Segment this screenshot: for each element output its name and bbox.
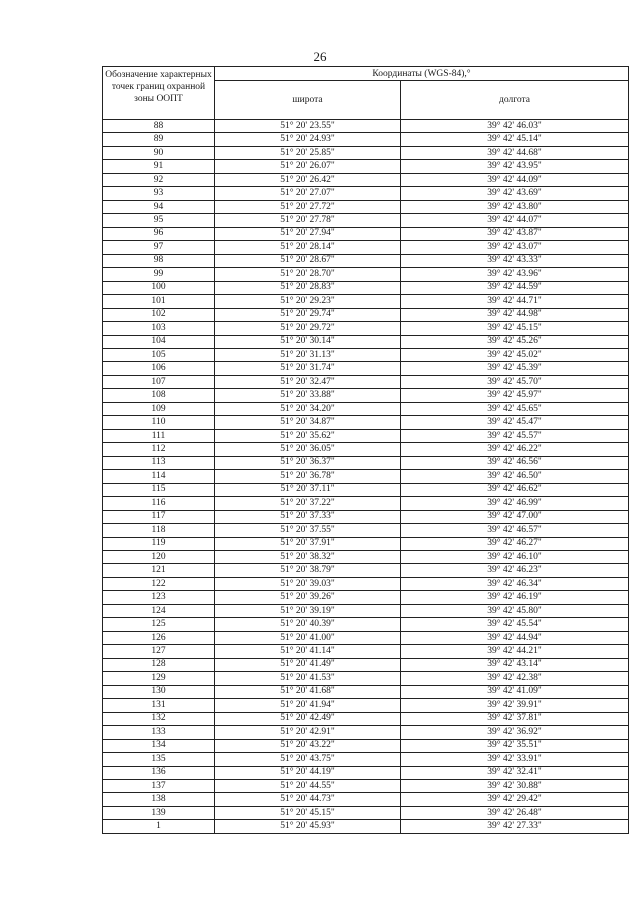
latitude-cell: 51° 20' 39.26": [215, 591, 401, 604]
longitude-cell: 39° 42' 35.51": [401, 739, 629, 752]
longitude-cell: 39° 42' 37.81": [401, 712, 629, 725]
longitude-cell: 39° 42' 46.57": [401, 524, 629, 537]
longitude-cell: 39° 42' 45.97": [401, 389, 629, 402]
longitude-cell: 39° 42' 45.39": [401, 362, 629, 375]
table-row: [103, 672, 629, 685]
table-row: [103, 806, 629, 819]
latitude-cell: 51° 20' 39.19": [215, 604, 401, 617]
table-row: [103, 375, 629, 388]
longitude-cell: 39° 42' 47.00": [401, 510, 629, 523]
latitude-cell: 51° 20' 42.91": [215, 726, 401, 739]
point-cell: 116: [103, 497, 215, 510]
table-row: [103, 214, 629, 227]
longitude-cell: 39° 42' 46.56": [401, 456, 629, 469]
table-row: [103, 497, 629, 510]
latitude-cell: 51° 20' 37.11": [215, 483, 401, 496]
latitude-cell: 51° 20' 41.53": [215, 672, 401, 685]
point-cell: 104: [103, 335, 215, 348]
point-cell: 133: [103, 726, 215, 739]
latitude-cell: 51° 20' 28.14": [215, 241, 401, 254]
table-row: [103, 739, 629, 752]
table-row: [103, 618, 629, 631]
table-row: [103, 402, 629, 415]
table-row: [103, 443, 629, 456]
point-cell: 1: [103, 820, 215, 833]
point-cell: 112: [103, 443, 215, 456]
longitude-cell: 39° 42' 44.94": [401, 631, 629, 644]
latitude-cell: 51° 20' 41.68": [215, 685, 401, 698]
point-cell: 101: [103, 295, 215, 308]
coordinates-header: Координаты (WGS-84),°: [215, 67, 629, 81]
longitude-cell: 39° 42' 29.42": [401, 793, 629, 806]
longitude-cell: 39° 42' 41.09": [401, 685, 629, 698]
table-row: [103, 766, 629, 779]
table-row: [103, 322, 629, 335]
table-body: [103, 120, 629, 834]
point-cell: 91: [103, 160, 215, 173]
longitude-cell: 39° 42' 45.47": [401, 416, 629, 429]
longitude-cell: 39° 42' 46.22": [401, 443, 629, 456]
point-cell: 102: [103, 308, 215, 321]
point-cell: 127: [103, 645, 215, 658]
point-cell: 139: [103, 806, 215, 819]
table-row: [103, 268, 629, 281]
table-row: [103, 537, 629, 550]
point-cell: 115: [103, 483, 215, 496]
point-cell: 137: [103, 779, 215, 792]
longitude-cell: 39° 42' 44.59": [401, 281, 629, 294]
table-row: [103, 146, 629, 159]
longitude-cell: 39° 42' 27.33": [401, 820, 629, 833]
latitude-cell: 51° 20' 23.55": [215, 120, 401, 133]
point-cell: 129: [103, 672, 215, 685]
table-row: [103, 173, 629, 186]
table-row: [103, 470, 629, 483]
latitude-cell: 51° 20' 38.79": [215, 564, 401, 577]
latitude-cell: 51° 20' 32.47": [215, 375, 401, 388]
designation-header: Обозначение характерных точек границ охранной зоны ООПТ: [103, 67, 215, 120]
point-cell: 103: [103, 322, 215, 335]
longitude-cell: 39° 42' 46.34": [401, 577, 629, 590]
latitude-cell: 51° 20' 44.55": [215, 779, 401, 792]
latitude-cell: 51° 20' 37.22": [215, 497, 401, 510]
table-row: [103, 753, 629, 766]
table-row: [103, 133, 629, 146]
latitude-cell: 51° 20' 45.93": [215, 820, 401, 833]
latitude-cell: 51° 20' 39.03": [215, 577, 401, 590]
point-cell: 124: [103, 604, 215, 617]
table-row: [103, 645, 629, 658]
latitude-cell: 51° 20' 41.49": [215, 658, 401, 671]
latitude-cell: 51° 20' 28.70": [215, 268, 401, 281]
point-cell: 105: [103, 348, 215, 361]
point-cell: 90: [103, 146, 215, 159]
point-cell: 100: [103, 281, 215, 294]
longitude-cell: 39° 42' 42.38": [401, 672, 629, 685]
point-cell: 126: [103, 631, 215, 644]
longitude-cell: 39° 42' 46.19": [401, 591, 629, 604]
point-cell: 111: [103, 429, 215, 442]
latitude-cell: 51° 20' 45.15": [215, 806, 401, 819]
page-number: 26: [313, 49, 327, 64]
table-row: [103, 685, 629, 698]
latitude-header: широта: [215, 81, 401, 120]
table-row: [103, 712, 629, 725]
point-cell: 123: [103, 591, 215, 604]
point-cell: 99: [103, 268, 215, 281]
latitude-cell: 51° 20' 25.85": [215, 146, 401, 159]
point-cell: 88: [103, 120, 215, 133]
table-row: [103, 483, 629, 496]
table-row: [103, 429, 629, 442]
latitude-cell: 51° 20' 27.07": [215, 187, 401, 200]
longitude-cell: 39° 42' 43.33": [401, 254, 629, 267]
point-cell: 138: [103, 793, 215, 806]
table-row: [103, 510, 629, 523]
latitude-cell: 51° 20' 41.14": [215, 645, 401, 658]
table-row: [103, 551, 629, 564]
latitude-cell: 51° 20' 26.07": [215, 160, 401, 173]
longitude-cell: 39° 42' 45.14": [401, 133, 629, 146]
latitude-cell: 51° 20' 43.22": [215, 739, 401, 752]
point-cell: 98: [103, 254, 215, 267]
point-cell: 132: [103, 712, 215, 725]
point-cell: 130: [103, 685, 215, 698]
table-row: [103, 241, 629, 254]
point-cell: 136: [103, 766, 215, 779]
point-cell: 135: [103, 753, 215, 766]
longitude-cell: 39° 42' 44.68": [401, 146, 629, 159]
latitude-cell: 51° 20' 35.62": [215, 429, 401, 442]
table-row: [103, 604, 629, 617]
latitude-cell: 51° 20' 31.13": [215, 348, 401, 361]
latitude-cell: 51° 20' 29.23": [215, 295, 401, 308]
longitude-cell: 39° 42' 32.41": [401, 766, 629, 779]
latitude-cell: 51° 20' 28.83": [215, 281, 401, 294]
table-row: [103, 793, 629, 806]
longitude-cell: 39° 42' 45.57": [401, 429, 629, 442]
latitude-cell: 51° 20' 42.49": [215, 712, 401, 725]
point-cell: 118: [103, 524, 215, 537]
table-row: [103, 254, 629, 267]
table-row: [103, 160, 629, 173]
longitude-cell: 39° 42' 44.21": [401, 645, 629, 658]
longitude-cell: 39° 42' 39.91": [401, 699, 629, 712]
table-header: [103, 67, 629, 120]
table-row: [103, 362, 629, 375]
longitude-cell: 39° 42' 43.80": [401, 200, 629, 213]
point-cell: 128: [103, 658, 215, 671]
table-row: [103, 187, 629, 200]
longitude-cell: 39° 42' 44.71": [401, 295, 629, 308]
table-row: [103, 308, 629, 321]
latitude-cell: 51° 20' 44.19": [215, 766, 401, 779]
longitude-cell: 39° 42' 43.69": [401, 187, 629, 200]
longitude-cell: 39° 42' 43.96": [401, 268, 629, 281]
longitude-cell: 39° 42' 45.26": [401, 335, 629, 348]
point-cell: 95: [103, 214, 215, 227]
coordinates-table: [102, 66, 629, 834]
longitude-cell: 39° 42' 36.92": [401, 726, 629, 739]
longitude-cell: 39° 42' 44.98": [401, 308, 629, 321]
latitude-cell: 51° 20' 33.88": [215, 389, 401, 402]
longitude-cell: 39° 42' 45.70": [401, 375, 629, 388]
latitude-cell: 51° 20' 26.42": [215, 173, 401, 186]
table-row: [103, 631, 629, 644]
latitude-cell: 51° 20' 31.74": [215, 362, 401, 375]
point-cell: 134: [103, 739, 215, 752]
table-row: [103, 295, 629, 308]
table-row: [103, 456, 629, 469]
point-cell: 94: [103, 200, 215, 213]
table-row: [103, 591, 629, 604]
longitude-cell: 39° 42' 45.02": [401, 348, 629, 361]
latitude-cell: 51° 20' 37.33": [215, 510, 401, 523]
latitude-cell: 51° 20' 27.72": [215, 200, 401, 213]
point-cell: 89: [103, 133, 215, 146]
table-row: [103, 524, 629, 537]
longitude-cell: 39° 42' 33.91": [401, 753, 629, 766]
longitude-cell: 39° 42' 46.23": [401, 564, 629, 577]
longitude-cell: 39° 42' 45.15": [401, 322, 629, 335]
latitude-cell: 51° 20' 29.74": [215, 308, 401, 321]
longitude-cell: 39° 42' 44.07": [401, 214, 629, 227]
table-row: [103, 820, 629, 833]
point-cell: 110: [103, 416, 215, 429]
point-cell: 96: [103, 227, 215, 240]
point-cell: 93: [103, 187, 215, 200]
longitude-header: долгота: [401, 81, 629, 120]
table-row: [103, 726, 629, 739]
table-row: [103, 281, 629, 294]
point-cell: 108: [103, 389, 215, 402]
point-cell: 107: [103, 375, 215, 388]
longitude-cell: 39° 42' 30.88": [401, 779, 629, 792]
longitude-cell: 39° 42' 46.50": [401, 470, 629, 483]
point-cell: 117: [103, 510, 215, 523]
point-cell: 121: [103, 564, 215, 577]
point-cell: 97: [103, 241, 215, 254]
latitude-cell: 51° 20' 41.94": [215, 699, 401, 712]
point-cell: 106: [103, 362, 215, 375]
latitude-cell: 51° 20' 37.91": [215, 537, 401, 550]
latitude-cell: 51° 20' 36.78": [215, 470, 401, 483]
latitude-cell: 51° 20' 27.78": [215, 214, 401, 227]
table-row: [103, 348, 629, 361]
table-row: [103, 389, 629, 402]
latitude-cell: 51° 20' 28.67": [215, 254, 401, 267]
point-cell: 92: [103, 173, 215, 186]
table-row: [103, 779, 629, 792]
latitude-cell: 51° 20' 24.93": [215, 133, 401, 146]
longitude-cell: 39° 42' 43.87": [401, 227, 629, 240]
point-cell: 114: [103, 470, 215, 483]
longitude-cell: 39° 42' 46.03": [401, 120, 629, 133]
longitude-cell: 39° 42' 43.07": [401, 241, 629, 254]
latitude-cell: 51° 20' 43.75": [215, 753, 401, 766]
table-row: [103, 335, 629, 348]
table-row: [103, 658, 629, 671]
longitude-cell: 39° 42' 43.14": [401, 658, 629, 671]
latitude-cell: 51° 20' 41.00": [215, 631, 401, 644]
latitude-cell: 51° 20' 36.37": [215, 456, 401, 469]
latitude-cell: 51° 20' 36.05": [215, 443, 401, 456]
table-row: [103, 577, 629, 590]
table-row: [103, 564, 629, 577]
longitude-cell: 39° 42' 46.27": [401, 537, 629, 550]
point-cell: 119: [103, 537, 215, 550]
latitude-cell: 51° 20' 27.94": [215, 227, 401, 240]
table-row: [103, 200, 629, 213]
latitude-cell: 51° 20' 34.20": [215, 402, 401, 415]
point-cell: 125: [103, 618, 215, 631]
latitude-cell: 51° 20' 29.72": [215, 322, 401, 335]
longitude-cell: 39° 42' 46.62": [401, 483, 629, 496]
longitude-cell: 39° 42' 45.65": [401, 402, 629, 415]
table-row: [103, 699, 629, 712]
table-row: [103, 416, 629, 429]
longitude-cell: 39° 42' 44.09": [401, 173, 629, 186]
latitude-cell: 51° 20' 30.14": [215, 335, 401, 348]
point-cell: 113: [103, 456, 215, 469]
latitude-cell: 51° 20' 38.32": [215, 551, 401, 564]
point-cell: 122: [103, 577, 215, 590]
longitude-cell: 39° 42' 43.95": [401, 160, 629, 173]
longitude-cell: 39° 42' 46.10": [401, 551, 629, 564]
point-cell: 131: [103, 699, 215, 712]
latitude-cell: 51° 20' 44.73": [215, 793, 401, 806]
point-cell: 109: [103, 402, 215, 415]
latitude-cell: 51° 20' 34.87": [215, 416, 401, 429]
latitude-cell: 51° 20' 40.39": [215, 618, 401, 631]
latitude-cell: 51° 20' 37.55": [215, 524, 401, 537]
point-cell: 120: [103, 551, 215, 564]
table-row: [103, 120, 629, 133]
longitude-cell: 39° 42' 45.54": [401, 618, 629, 631]
table-row: [103, 227, 629, 240]
longitude-cell: 39° 42' 45.80": [401, 604, 629, 617]
longitude-cell: 39° 42' 26.48": [401, 806, 629, 819]
longitude-cell: 39° 42' 46.99": [401, 497, 629, 510]
